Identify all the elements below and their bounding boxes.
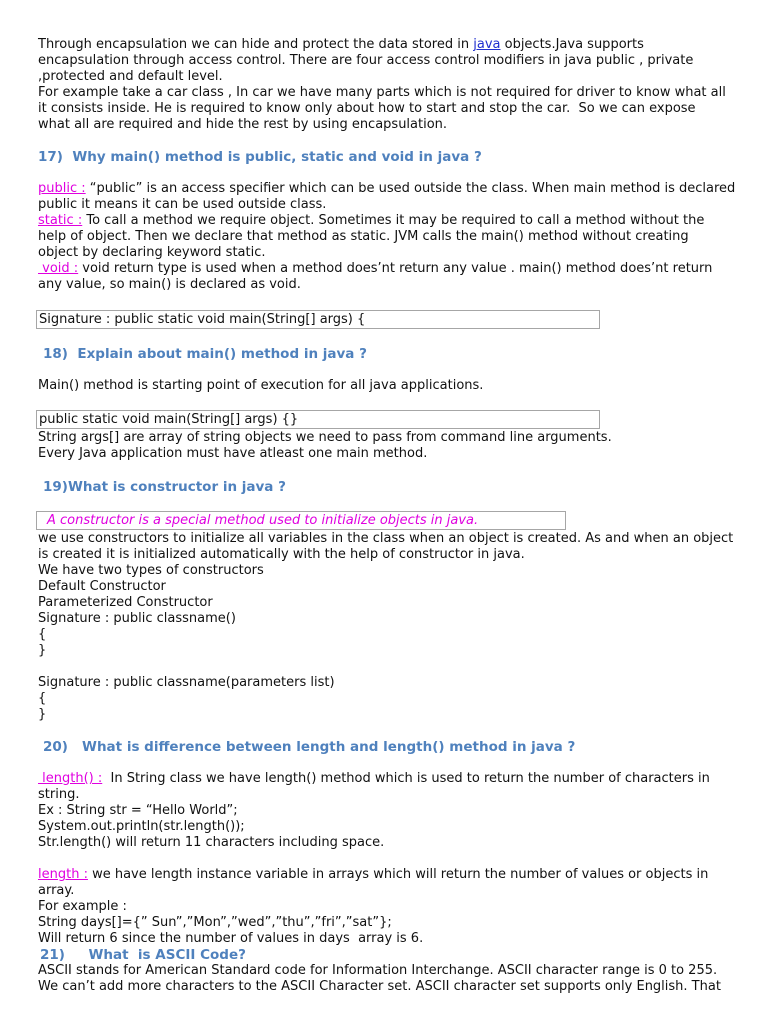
q19-line-2: is created it is initialized automatically with the help of constructor in java. (38, 547, 525, 562)
q20-lf-line-3: Ex : String str = “Hello World”; (38, 803, 238, 818)
q20-lv-line-4: String days[]={” Sun”,”Mon”,”wed”,”thu”,”fri”,”sat”}; (38, 915, 392, 930)
length-variable-label: length : (38, 867, 88, 882)
q19-line-6: Signature : public classname() (38, 611, 236, 626)
q19-line-4: Default Constructor (38, 579, 166, 594)
q20-lv-line-3: For example : (38, 899, 127, 914)
q20-lv-line-1: length : we have length instance variable in arrays which will return the number of values or objects in (38, 867, 709, 882)
q19-line-10: { (38, 691, 47, 706)
intro-line-3: ,protected and default level. (38, 69, 223, 84)
main-code-text: public static void main(String[] args) {} (39, 412, 299, 427)
question-20-heading: 20) What is difference between length and length() method in java ? (43, 739, 576, 755)
q20-lv-line-5: Will return 6 since the number of values in days array is 6. (38, 931, 424, 946)
main-code-box (36, 410, 600, 429)
constructor-definition-box (36, 511, 566, 530)
public-keyword-label: public : (38, 181, 86, 196)
q20-lf-line-5: Str.length() will return 11 characters including space. (38, 835, 385, 850)
main-signature-text: Signature : public static void main(String[] args) { (39, 312, 366, 327)
intro-line-1: Through encapsulation we can hide and protect the data stored in java objects.Java supports (38, 37, 644, 52)
q20-lf-line-1: length() : In String class we have length() method which is used to return the number of characters in (38, 771, 710, 786)
static-keyword-label: static : (38, 213, 83, 228)
q17-static-line-2: help of object. Then we declare that method as static. JVM calls the main() method without creating (38, 229, 689, 244)
q19-line-8: } (38, 643, 47, 658)
constructor-definition-text: A constructor is a special method used to initialize objects in java. (47, 513, 479, 528)
q17-void-line-2: any value, so main() is declared as void. (38, 277, 301, 292)
q17-static-line-1: static : To call a method we require object. Sometimes it may be required to call a method without the (38, 213, 705, 228)
question-19-heading: 19)What is constructor in java ? (43, 479, 286, 495)
q17-public-line-2: public it means it can be used outside class. (38, 197, 327, 212)
q18-line-2: String args[] are array of string objects we need to pass from command line arguments. (38, 430, 612, 445)
intro-line-2: encapsulation through access control. There are four access control modifiers in java public , private (38, 53, 694, 68)
length-method-label: length() : (38, 771, 103, 786)
question-21-heading: 21) What is ASCII Code? (40, 947, 246, 963)
q21-line-2: We can’t add more characters to the ASCII Character set. ASCII character set supports only English. That (38, 979, 721, 994)
q19-line-1: we use constructors to initialize all variables in the class when an object is created. As and when an object (38, 531, 734, 546)
question-17-heading: 17) Why main() method is public, static and void in java ? (38, 149, 482, 165)
q19-line-9: Signature : public classname(parameters list) (38, 675, 335, 690)
q19-line-7: { (38, 627, 47, 642)
q18-line-1: Main() method is starting point of execution for all java applications. (38, 378, 484, 393)
q19-line-11: } (38, 707, 47, 722)
q19-line-5: Parameterized Constructor (38, 595, 213, 610)
intro-line-5: it consists inside. He is required to know only about how to start and stop the car. So we can expose (38, 101, 696, 116)
void-keyword-label: void : (38, 261, 79, 276)
q20-lf-line-2: string. (38, 787, 80, 802)
intro-line-4: For example take a car class , In car we have many parts which is not required for driver to know what all (38, 85, 726, 100)
q20-lv-line-2: array. (38, 883, 75, 898)
java-link[interactable]: java (473, 37, 501, 52)
q19-line-3: We have two types of constructors (38, 563, 264, 578)
q17-static-line-3: object by declaring keyword static. (38, 245, 266, 260)
question-18-heading: 18) Explain about main() method in java ? (43, 346, 367, 362)
q18-line-3: Every Java application must have atleast one main method. (38, 446, 428, 461)
q17-void-line-1: void : void return type is used when a method does’nt return any value . main() method does’nt return (38, 261, 713, 276)
q20-lf-line-4: System.out.println(str.length()); (38, 819, 245, 834)
q21-line-1: ASCII stands for American Standard code for Information Interchange. ASCII character range is 0 to 255. (38, 963, 718, 978)
q17-public-line-1: public : “public” is an access specifier which can be used outside the class. When main method is declared (38, 181, 736, 196)
main-signature-box (36, 310, 600, 329)
intro-line-6: what all are required and hide the rest by using encapsulation. (38, 117, 448, 132)
